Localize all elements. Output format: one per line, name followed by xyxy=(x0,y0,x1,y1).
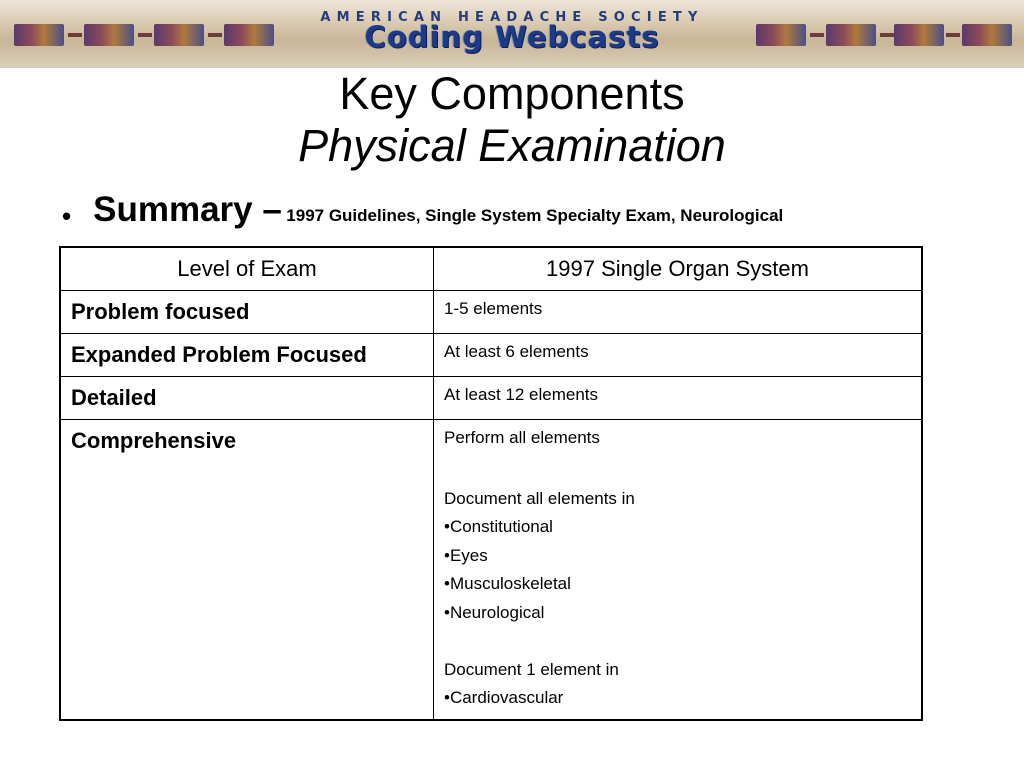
exam-level-cell: Comprehensive xyxy=(60,420,434,720)
slide-subtitle: Physical Examination xyxy=(298,120,726,171)
slide-title: Key Components xyxy=(339,68,685,119)
requirement-line: Document all elements in xyxy=(444,488,635,508)
requirement-cell xyxy=(434,334,923,377)
table-row xyxy=(60,377,922,420)
banner-organization: AMERICAN HEADACHE SOCIETY xyxy=(320,10,704,25)
requirement-line xyxy=(444,456,911,485)
requirement-cell xyxy=(434,420,923,720)
summary-bullet xyxy=(62,190,783,232)
header-banner xyxy=(0,0,1024,68)
column-header-system: 1997 Single Organ System xyxy=(434,247,923,291)
table-header-row xyxy=(60,247,922,291)
requirement-line: •Constitutional xyxy=(444,517,553,536)
column-header-level: Level of Exam xyxy=(60,247,434,291)
requirement-line: At least 6 elements xyxy=(444,342,589,361)
requirement-line: •Eyes xyxy=(444,545,488,565)
table-row xyxy=(60,420,922,720)
slide-title-block xyxy=(0,68,1024,172)
exam-level-cell: Detailed xyxy=(60,377,434,420)
requirement-cell xyxy=(434,377,923,420)
bullet-dot: • xyxy=(62,201,72,232)
requirement-line: Perform all elements xyxy=(444,428,600,447)
exam-level-table xyxy=(59,246,923,721)
requirement-line: 1-5 elements xyxy=(444,299,543,318)
requirement-line xyxy=(444,627,911,656)
summary-heading: Summary – xyxy=(93,190,282,229)
requirement-line: At least 12 elements xyxy=(444,385,599,404)
table-row xyxy=(60,291,922,334)
table-row xyxy=(60,334,922,377)
summary-detail: 1997 Guidelines, Single System Specialty Exam, Neurological xyxy=(286,206,784,225)
requirement-line: •Cardiovascular xyxy=(444,688,564,707)
banner-product-logo: Coding Webcasts xyxy=(364,20,660,54)
requirement-cell xyxy=(434,291,923,334)
requirement-line: Document 1 element in xyxy=(444,659,619,679)
exam-level-cell: Expanded Problem Focused xyxy=(60,334,434,377)
exam-level-cell: Problem focused xyxy=(60,291,434,334)
requirement-line: •Neurological xyxy=(444,602,545,622)
requirement-line: •Musculoskeletal xyxy=(444,574,571,593)
